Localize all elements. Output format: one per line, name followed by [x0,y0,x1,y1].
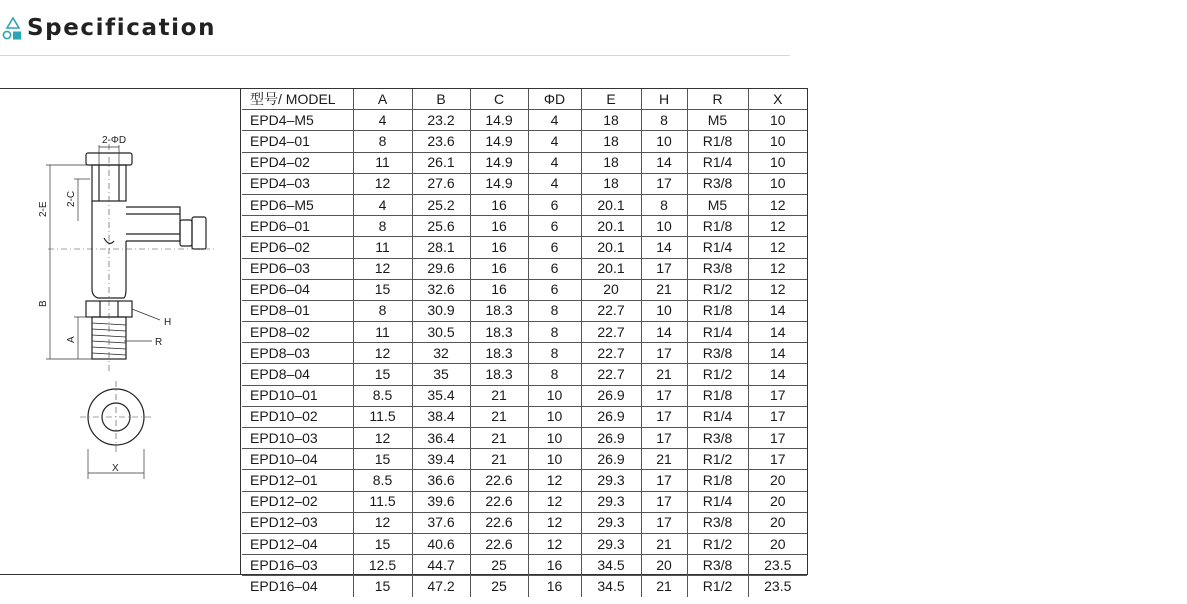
value-cell: 20 [748,533,807,554]
value-cell: 8.5 [353,385,412,406]
value-cell: 22.7 [581,343,641,364]
value-cell: 10 [641,300,687,321]
value-cell: 39.6 [412,491,470,512]
value-cell: 25.2 [412,194,470,215]
value-cell: R1/8 [687,131,748,152]
table-row [242,258,807,279]
value-cell: R1/8 [687,300,748,321]
value-cell: M5 [687,194,748,215]
value-cell: 21 [641,576,687,597]
value-cell: 17 [641,173,687,194]
value-cell: 23.5 [748,555,807,576]
value-cell: 18 [581,110,641,131]
model-cell: EPD4–01 [242,131,353,152]
value-cell: 11.5 [353,491,412,512]
value-cell: 17 [641,491,687,512]
column-header: C [470,89,528,110]
value-cell: 30.5 [412,322,470,343]
value-cell: 6 [528,216,581,237]
value-cell: 14 [641,152,687,173]
value-cell: 8 [528,322,581,343]
table-row [242,131,807,152]
value-cell: 12 [353,343,412,364]
value-cell: 8 [353,216,412,237]
value-cell: 29.3 [581,470,641,491]
model-cell: EPD4–02 [242,152,353,173]
label-h: H [164,317,172,328]
value-cell: 14 [748,343,807,364]
label-x: X [112,463,119,474]
value-cell: 12 [528,491,581,512]
value-cell: 16 [470,237,528,258]
column-header: ΦD [528,89,581,110]
value-cell: 21 [641,449,687,470]
table-row [242,491,807,512]
value-cell: 11.5 [353,406,412,427]
model-cell: EPD8–03 [242,343,353,364]
value-cell: 34.5 [581,576,641,597]
value-cell: 44.7 [412,555,470,576]
value-cell: 15 [353,279,412,300]
table-row [242,555,807,576]
value-cell: 10 [641,216,687,237]
value-cell: 14 [748,300,807,321]
column-header: E [581,89,641,110]
value-cell: 15 [353,533,412,554]
value-cell: R1/4 [687,237,748,258]
value-cell: 21 [470,449,528,470]
value-cell: 20.1 [581,258,641,279]
value-cell: 30.9 [412,300,470,321]
value-cell: 10 [528,449,581,470]
value-cell: 12 [748,237,807,258]
value-cell: 29.3 [581,533,641,554]
label-two-c: 2-C [66,190,77,207]
value-cell: 18.3 [470,300,528,321]
value-cell: 16 [470,194,528,215]
value-cell: R1/2 [687,576,748,597]
table-row [242,300,807,321]
model-cell: EPD6–04 [242,279,353,300]
value-cell: 11 [353,237,412,258]
model-cell: EPD12–01 [242,470,353,491]
value-cell: 18.3 [470,322,528,343]
value-cell: 8 [641,110,687,131]
value-cell: 47.2 [412,576,470,597]
value-cell: 17 [641,470,687,491]
value-cell: 22.6 [470,512,528,533]
table-row [242,576,807,597]
value-cell: 12 [353,258,412,279]
model-cell: EPD10–02 [242,406,353,427]
fitting-drawing-svg [0,89,241,574]
value-cell: 10 [748,110,807,131]
value-cell: 14.9 [470,131,528,152]
table-header-row [242,89,807,110]
value-cell: 29.3 [581,512,641,533]
column-header: R [687,89,748,110]
value-cell: 23.2 [412,110,470,131]
value-cell: 12.5 [353,555,412,576]
model-cell: EPD10–01 [242,385,353,406]
table-row [242,152,807,173]
value-cell: 22.7 [581,300,641,321]
value-cell: 12 [748,279,807,300]
value-cell: 22.7 [581,364,641,385]
value-cell: 14 [748,322,807,343]
model-cell: EPD16–03 [242,555,353,576]
value-cell: 14.9 [470,152,528,173]
value-cell: 17 [641,343,687,364]
value-cell: 20 [748,512,807,533]
model-cell: EPD16–04 [242,576,353,597]
value-cell: 10 [528,406,581,427]
value-cell: 12 [528,470,581,491]
value-cell: 12 [528,533,581,554]
label-a: A [66,336,77,343]
value-cell: 12 [528,512,581,533]
value-cell: R1/2 [687,279,748,300]
value-cell: 8 [528,343,581,364]
value-cell: 37.6 [412,512,470,533]
value-cell: 26.9 [581,428,641,449]
value-cell: 8 [528,300,581,321]
value-cell: 36.6 [412,470,470,491]
table-row [242,449,807,470]
model-cell: EPD12–04 [242,533,353,554]
value-cell: 14.9 [470,110,528,131]
value-cell: 40.6 [412,533,470,554]
value-cell: 26.9 [581,385,641,406]
header-divider [0,55,790,56]
value-cell: 28.1 [412,237,470,258]
value-cell: 14 [641,237,687,258]
value-cell: 23.6 [412,131,470,152]
value-cell: 8 [528,364,581,385]
table-row [242,194,807,215]
table-row [242,428,807,449]
value-cell: 16 [470,258,528,279]
value-cell: 25 [470,576,528,597]
value-cell: 10 [641,131,687,152]
value-cell: 26.9 [581,406,641,427]
table-row [242,533,807,554]
value-cell: 35.4 [412,385,470,406]
value-cell: 39.4 [412,449,470,470]
value-cell: 18.3 [470,343,528,364]
value-cell: R3/8 [687,343,748,364]
value-cell: 10 [528,385,581,406]
table-body [242,110,807,597]
model-cell: EPD6–01 [242,216,353,237]
value-cell: M5 [687,110,748,131]
column-header: 型号/ MODEL [242,89,353,110]
column-header: B [412,89,470,110]
value-cell: 36.4 [412,428,470,449]
value-cell: 4 [353,110,412,131]
value-cell: 12 [748,194,807,215]
table-row [242,343,807,364]
label-two-phi-d: 2-ΦD [102,135,127,146]
label-r: R [155,337,163,348]
value-cell: 17 [748,428,807,449]
value-cell: R3/8 [687,512,748,533]
value-cell: 23.5 [748,576,807,597]
value-cell: 17 [748,449,807,470]
column-header: A [353,89,412,110]
value-cell: 10 [748,131,807,152]
value-cell: 17 [641,258,687,279]
table-row [242,237,807,258]
table-row [242,512,807,533]
value-cell: 22.6 [470,533,528,554]
column-header: X [748,89,807,110]
value-cell: R1/4 [687,322,748,343]
value-cell: 20 [581,279,641,300]
value-cell: 18.3 [470,364,528,385]
model-cell: EPD12–03 [242,512,353,533]
value-cell: 6 [528,279,581,300]
table-row [242,385,807,406]
value-cell: 21 [470,385,528,406]
model-cell: EPD8–04 [242,364,353,385]
model-cell: EPD10–03 [242,428,353,449]
value-cell: 11 [353,152,412,173]
model-cell: EPD4–03 [242,173,353,194]
spec-panel [0,88,808,594]
value-cell: 4 [528,173,581,194]
value-cell: 8.5 [353,470,412,491]
value-cell: 16 [470,216,528,237]
value-cell: 12 [748,258,807,279]
value-cell: R1/8 [687,385,748,406]
value-cell: 22.7 [581,322,641,343]
value-cell: 26.1 [412,152,470,173]
value-cell: 20.1 [581,237,641,258]
value-cell: 17 [641,428,687,449]
value-cell: R1/4 [687,491,748,512]
value-cell: 11 [353,322,412,343]
value-cell: R1/2 [687,449,748,470]
model-cell: EPD12–02 [242,491,353,512]
value-cell: 15 [353,364,412,385]
value-cell: 20.1 [581,216,641,237]
value-cell: 21 [641,533,687,554]
value-cell: 17 [748,385,807,406]
value-cell: 18 [581,152,641,173]
value-cell: 15 [353,449,412,470]
table-row [242,110,807,131]
value-cell: R1/4 [687,406,748,427]
value-cell: 34.5 [581,555,641,576]
value-cell: 17 [641,385,687,406]
value-cell: 21 [641,364,687,385]
table-row [242,406,807,427]
value-cell: 12 [353,512,412,533]
table-row [242,216,807,237]
model-cell: EPD6–03 [242,258,353,279]
value-cell: 17 [641,406,687,427]
value-cell: 38.4 [412,406,470,427]
value-cell: 12 [748,216,807,237]
value-cell: 14 [748,364,807,385]
value-cell: R3/8 [687,555,748,576]
value-cell: R1/8 [687,216,748,237]
value-cell: 29.6 [412,258,470,279]
value-cell: 32.6 [412,279,470,300]
value-cell: 12 [353,173,412,194]
value-cell: 25.6 [412,216,470,237]
table-row [242,322,807,343]
value-cell: 17 [748,406,807,427]
value-cell: 4 [528,131,581,152]
shapes-logo-icon [2,16,24,42]
value-cell: R1/8 [687,470,748,491]
value-cell: 10 [748,152,807,173]
section-header [0,14,790,44]
value-cell: 10 [528,428,581,449]
value-cell: 4 [353,194,412,215]
value-cell: 26.9 [581,449,641,470]
value-cell: 6 [528,237,581,258]
label-b: B [38,300,49,307]
value-cell: R1/2 [687,364,748,385]
model-cell: EPD6–M5 [242,194,353,215]
value-cell: 4 [528,152,581,173]
model-cell: EPD4–M5 [242,110,353,131]
value-cell: 21 [470,406,528,427]
value-cell: 18 [581,131,641,152]
value-cell: 20.1 [581,194,641,215]
value-cell: 21 [641,279,687,300]
page-title: Specification [27,15,217,41]
value-cell: 12 [353,428,412,449]
value-cell: 20 [641,555,687,576]
value-cell: 6 [528,194,581,215]
value-cell: 14.9 [470,173,528,194]
value-cell: 8 [353,300,412,321]
table-row [242,364,807,385]
value-cell: 35 [412,364,470,385]
value-cell: 8 [353,131,412,152]
model-cell: EPD6–02 [242,237,353,258]
value-cell: 17 [641,512,687,533]
model-cell: EPD10–04 [242,449,353,470]
value-cell: 8 [641,194,687,215]
value-cell: 20 [748,491,807,512]
value-cell: 10 [748,173,807,194]
value-cell: 15 [353,576,412,597]
value-cell: 25 [470,555,528,576]
value-cell: R1/4 [687,152,748,173]
value-cell: 22.6 [470,470,528,491]
value-cell: 29.3 [581,491,641,512]
value-cell: 21 [470,428,528,449]
table-row [242,279,807,300]
value-cell: R1/2 [687,533,748,554]
value-cell: R3/8 [687,173,748,194]
table-row [242,470,807,491]
value-cell: R3/8 [687,428,748,449]
value-cell: 16 [528,555,581,576]
spec-table [242,89,807,597]
model-cell: EPD8–02 [242,322,353,343]
value-cell: 16 [528,576,581,597]
value-cell: 27.6 [412,173,470,194]
label-two-e: 2-E [38,201,49,217]
value-cell: R3/8 [687,258,748,279]
value-cell: 16 [470,279,528,300]
technical-drawing [0,89,241,574]
value-cell: 18 [581,173,641,194]
value-cell: 32 [412,343,470,364]
value-cell: 4 [528,110,581,131]
table-row [242,173,807,194]
value-cell: 20 [748,470,807,491]
model-cell: EPD8–01 [242,300,353,321]
value-cell: 22.6 [470,491,528,512]
column-header: H [641,89,687,110]
value-cell: 14 [641,322,687,343]
value-cell: 6 [528,258,581,279]
